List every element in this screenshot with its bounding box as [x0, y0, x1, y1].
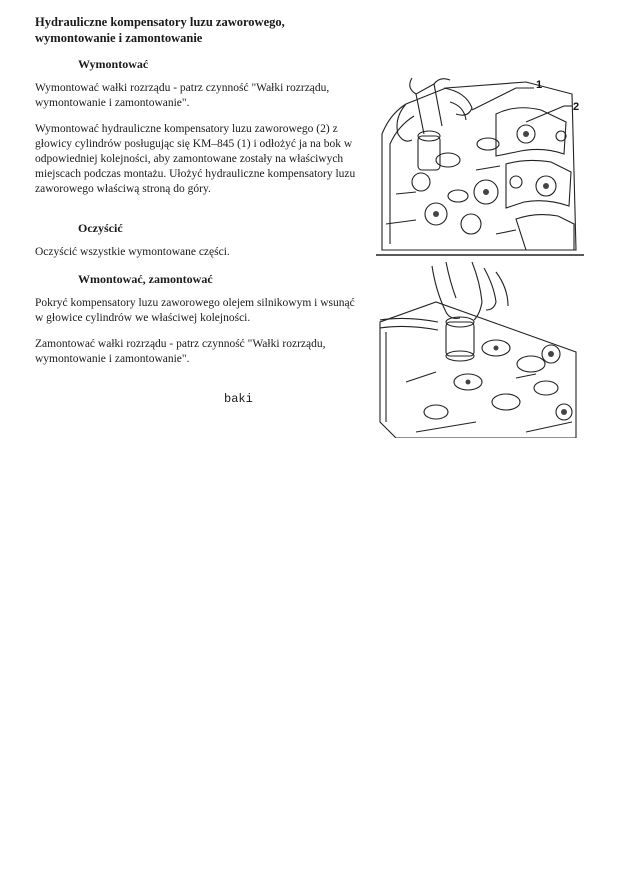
- callout-1: 1: [536, 79, 543, 91]
- figure-removal-illustration: [376, 74, 584, 256]
- callout-2: 2: [573, 101, 580, 113]
- paragraph-remove-camshafts: Wymontować wałki rozrządu - patrz czynność "Wałki rozrządu, wymontowanie i zamontowanie".: [35, 82, 330, 109]
- paragraph-install-camshafts: Zamontować wałki rozrządu - patrz czynność "Wałki rozrządu, wymontowanie i zamontowanie".: [35, 338, 326, 365]
- page-title: Hydrauliczne kompensatory luzu zaworowego, wymontowanie i zamontowanie: [35, 15, 285, 45]
- figure-installation-illustration: [376, 262, 584, 438]
- footer-mono-text: baki: [224, 392, 253, 406]
- engine-head-drawing: [376, 74, 584, 256]
- section-heading-install: Wmontować, zamontować: [78, 272, 213, 286]
- paragraph-clean-parts: Oczyścić wszystkie wymontowane części.: [35, 246, 230, 258]
- paragraph-install-compensators: Pokryć kompensatory luzu zaworowego olejem silnikowym i wsunąć w głowice cylindrów we właściwej kolejności.: [35, 297, 355, 324]
- paragraph-remove-compensators: Wymontować hydrauliczne kompensatory luzu zaworowego (2) z głowicy cylindrów posługując się KM–845 (1) i odłożyć ja na bok w odpowiedniej kolejności, aby zamontowane zostały na właściwych miejscach podczas montażu. Ułożyć hydrauliczne kompensatory luzu zaworowego właściwą stroną do góry.: [35, 123, 356, 195]
- section-heading-clean: Oczyścić: [78, 221, 123, 235]
- section-heading-remove: Wymontować: [78, 57, 149, 71]
- compensator-install-drawing: [376, 262, 584, 438]
